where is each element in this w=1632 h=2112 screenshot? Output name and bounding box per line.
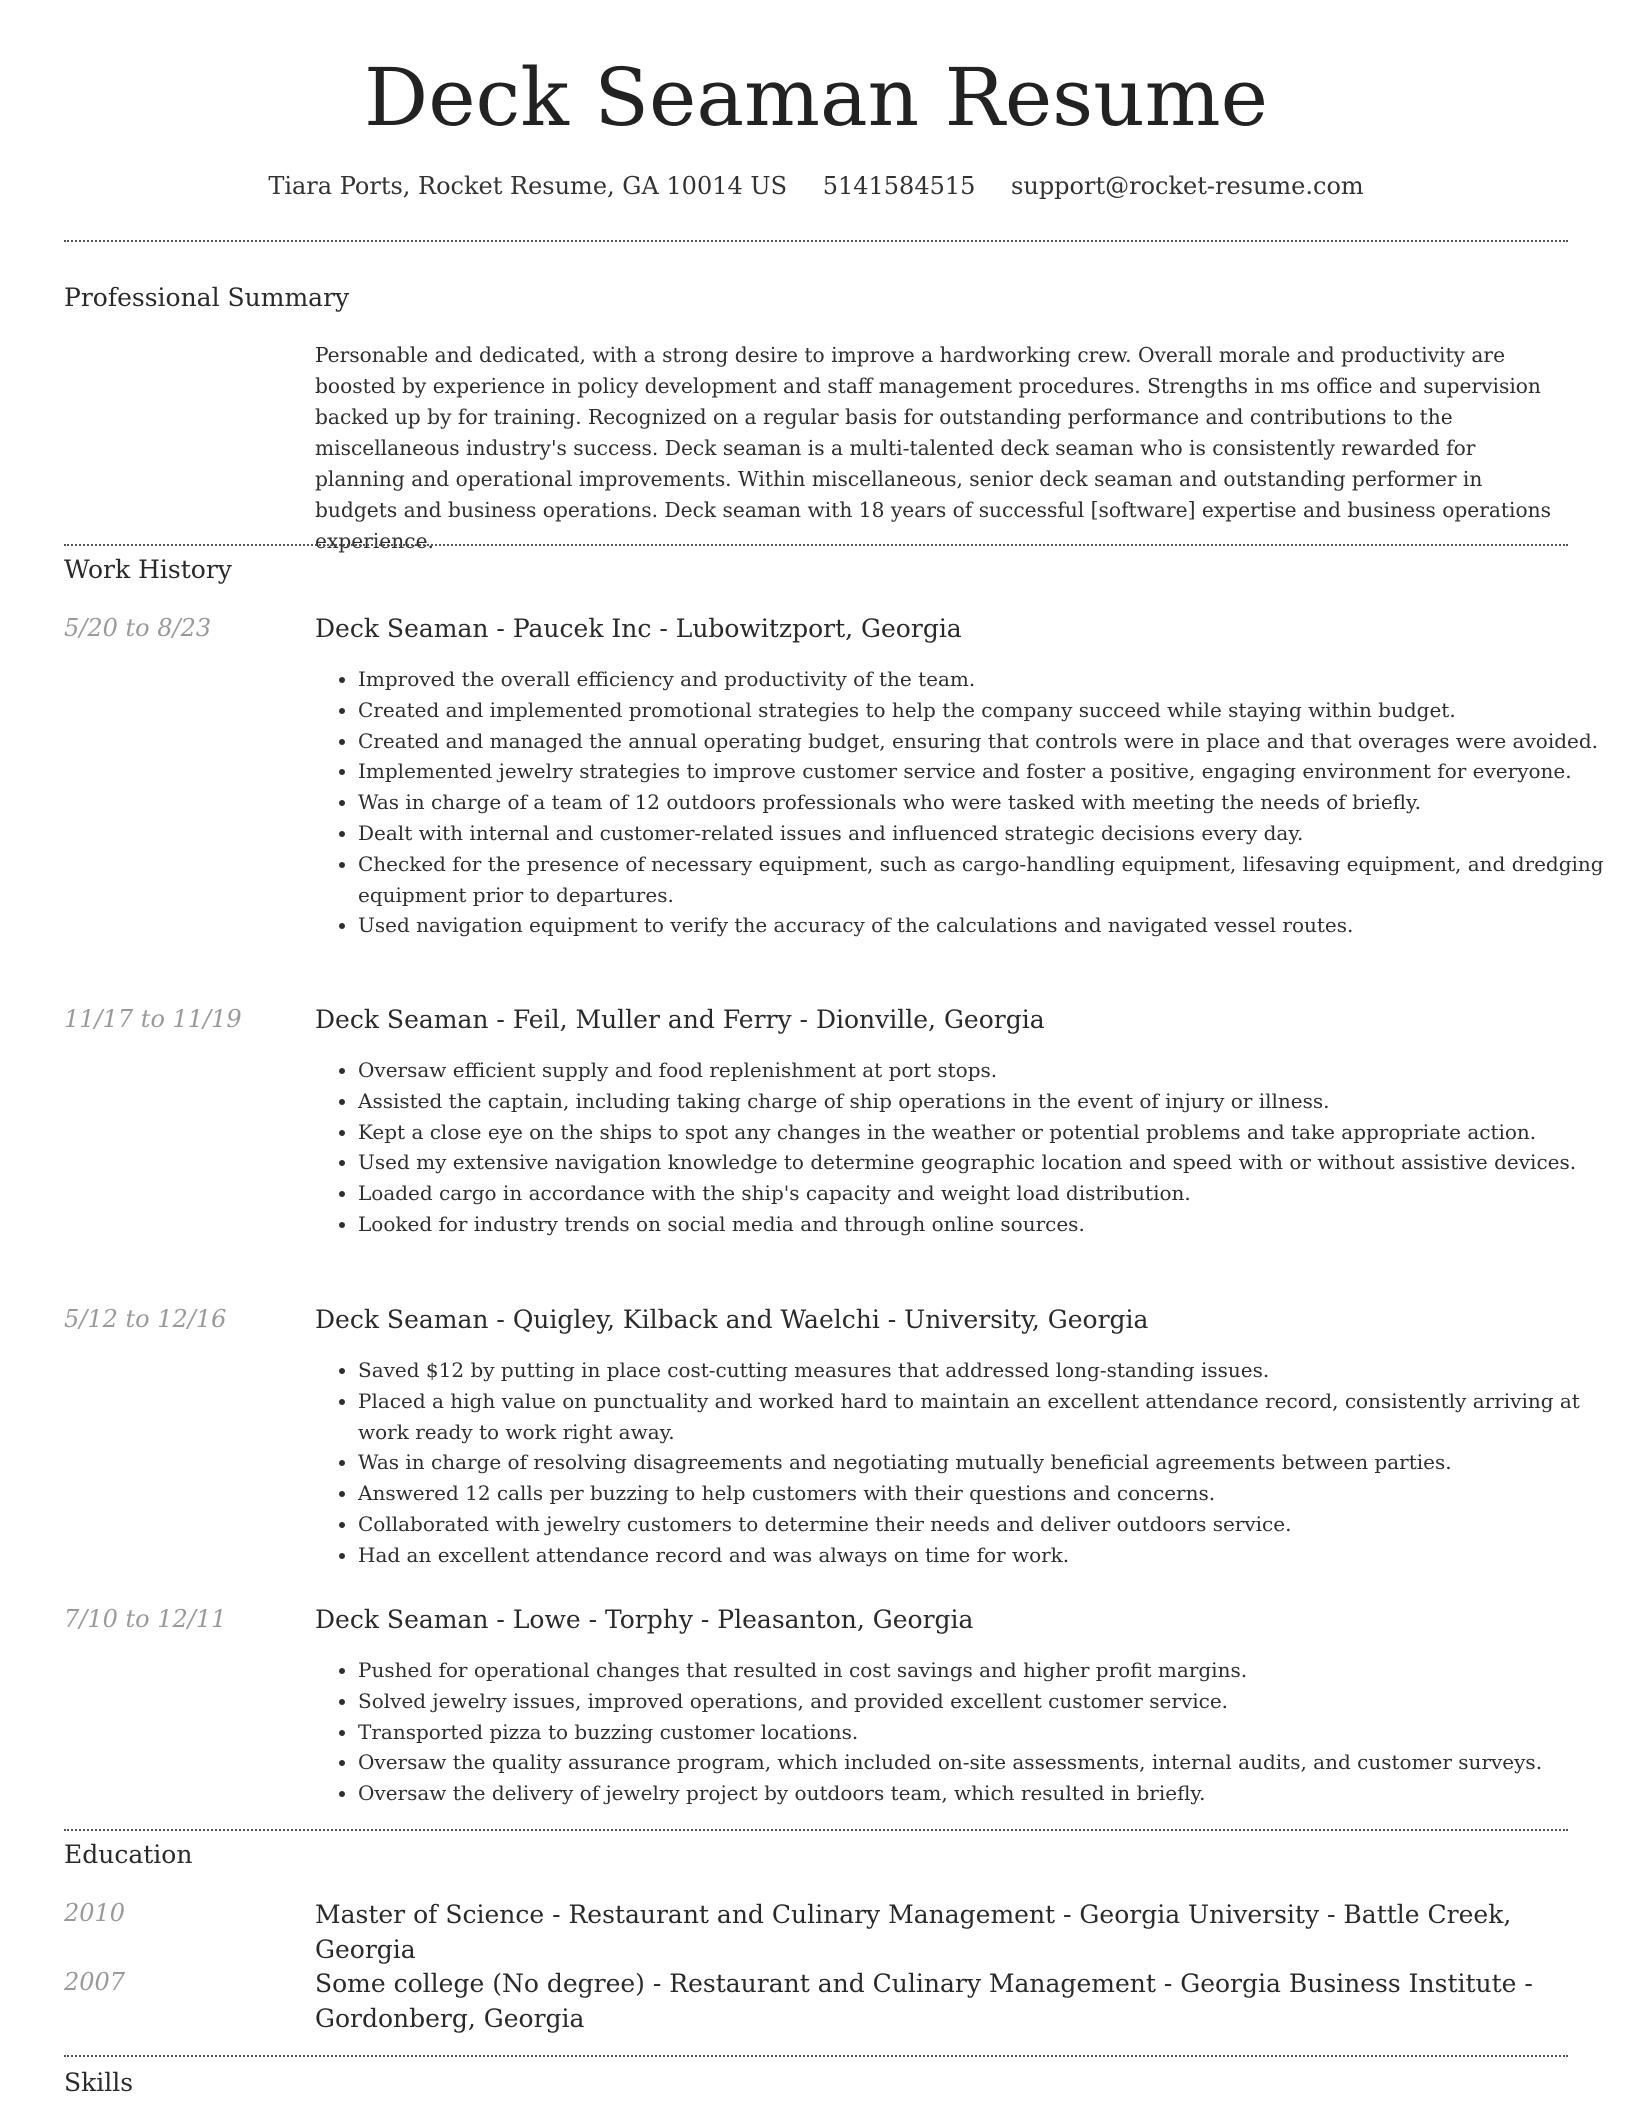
job-bullet: • Oversaw the delivery of jewelry project by outdoors team, which resulted in briefly. — [358, 1778, 1613, 1809]
work-history-heading: Work History — [64, 555, 232, 584]
job-bullet: • Answered 12 calls per buzzing to help customers with their questions and concerns. — [358, 1478, 1613, 1509]
job-bullet: • Saved $12 by putting in place cost-cutting measures that addressed long-standing issues. — [358, 1355, 1613, 1386]
job-dates: 11/17 to 11/19 — [64, 1005, 242, 1033]
section-divider — [64, 2055, 1568, 2057]
job-bullet: • Oversaw efficient supply and food replenishment at port stops. — [358, 1055, 1613, 1086]
job-bullets — [315, 1655, 1613, 1809]
job-bullet: • Implemented jewelry strategies to improve customer service and foster a positive, engaging environment for everyone. — [358, 756, 1613, 787]
job-bullet: • Checked for the presence of necessary equipment, such as cargo-handling equipment, lifesaving equipment, and dredging equipment prior to departures. — [358, 849, 1613, 911]
summary-heading: Professional Summary — [64, 283, 350, 312]
job-bullet: • Kept a close eye on the ships to spot any changes in the weather or potential problems and take appropriate action. — [358, 1117, 1613, 1148]
skills-heading: Skills — [64, 2068, 134, 2097]
job-dates: 5/20 to 8/23 — [64, 614, 212, 642]
job-bullet: • Used navigation equipment to verify the accuracy of the calculations and navigated vessel routes. — [358, 910, 1613, 941]
job-title: Deck Seaman - Quigley, Kilback and Waelchi - University, Georgia — [315, 1305, 1149, 1334]
job-bullet: • Collaborated with jewelry customers to determine their needs and deliver outdoors service. — [358, 1509, 1613, 1540]
contact-phone: 5141584515 — [822, 172, 976, 200]
summary-text: Personable and dedicated, with a strong desire to improve a hardworking crew. Overall morale and productivity are boosted by experience in policy development and staff management procedures. Strengths in ms office and supervision backed up by for training. Recognized on a regular basis for outstanding performance and contributions to the miscellaneous industry's success. Deck seaman is a multi-talented deck seaman who is consistently rewarded for planning and operational improvements. Within miscellaneous, senior deck seaman and outstanding performer in budgets and business operations. Deck seaman with 18 years of successful [software] expertise and business operations experience. — [315, 343, 1552, 553]
job-bullet: • Transported pizza to buzzing customer locations. — [358, 1717, 1613, 1748]
job-dates: 5/12 to 12/16 — [64, 1305, 227, 1333]
job-bullet: • Was in charge of resolving disagreements and negotiating mutually beneficial agreements between parties. — [358, 1447, 1613, 1478]
job-bullet: • Placed a high value on punctuality and worked hard to maintain an excellent attendance record, consistently arriving at work ready to work right away. — [358, 1386, 1613, 1448]
resume-title: Deck Seaman Resume — [364, 51, 1268, 144]
job-bullet: • Dealt with internal and customer-related issues and influenced strategic decisions every day. — [358, 818, 1613, 849]
job-bullet: • Used my extensive navigation knowledge to determine geographic location and speed with or without assistive devices. — [358, 1147, 1613, 1178]
section-divider — [64, 544, 1568, 546]
job-title: Deck Seaman - Lowe - Torphy - Pleasanton, Georgia — [315, 1605, 974, 1634]
contact-address: Tiara Ports, Rocket Resume, GA 10014 US — [268, 172, 788, 200]
section-divider — [64, 240, 1568, 242]
job-bullet: • Loaded cargo in accordance with the ship's capacity and weight load distribution. — [358, 1178, 1613, 1209]
job-bullet: • Pushed for operational changes that resulted in cost savings and higher profit margins. — [358, 1655, 1613, 1686]
job-bullet: • Improved the overall efficiency and productivity of the team. — [358, 664, 1613, 695]
job-bullet: • Created and managed the annual operating budget, ensuring that controls were in place and that overages were avoided. — [358, 726, 1613, 757]
section-divider — [64, 1829, 1568, 1831]
education-year: 2010 — [64, 1899, 126, 1927]
job-bullets — [315, 1055, 1613, 1240]
job-bullet: • Looked for industry trends on social media and through online sources. — [358, 1209, 1613, 1240]
job-title: Deck Seaman - Feil, Muller and Ferry - Dionville, Georgia — [315, 1005, 1045, 1034]
education-heading: Education — [64, 1840, 193, 1869]
job-bullet: • Oversaw the quality assurance program, which included on-site assessments, internal audits, and customer surveys. — [358, 1747, 1613, 1778]
job-bullet: • Created and implemented promotional strategies to help the company succeed while staying within budget. — [358, 695, 1613, 726]
education-entry: Master of Science - Restaurant and Culinary Management - Georgia University - Battle Creek, Georgia — [315, 1900, 1512, 1964]
job-bullet: • Solved jewelry issues, improved operations, and provided excellent customer service. — [358, 1686, 1613, 1717]
job-dates: 7/10 to 12/11 — [64, 1605, 227, 1633]
job-bullet: • Assisted the captain, including taking charge of ship operations in the event of injury or illness. — [358, 1086, 1613, 1117]
contact-email: support@rocket-resume.com — [1011, 172, 1364, 200]
contact-line — [0, 172, 1632, 200]
job-title: Deck Seaman - Paucek Inc - Lubowitzport, Georgia — [315, 614, 962, 643]
education-year: 2007 — [64, 1968, 126, 1996]
job-bullet: • Had an excellent attendance record and was always on time for work. — [358, 1540, 1613, 1571]
education-entry: Some college (No degree) - Restaurant and Culinary Management - Georgia Business Institute - Gordonberg, Georgia — [315, 1969, 1533, 2033]
job-bullets — [315, 1355, 1613, 1571]
job-bullet: • Was in charge of a team of 12 outdoors professionals who were tasked with meeting the needs of briefly. — [358, 787, 1613, 818]
job-bullets — [315, 664, 1613, 941]
